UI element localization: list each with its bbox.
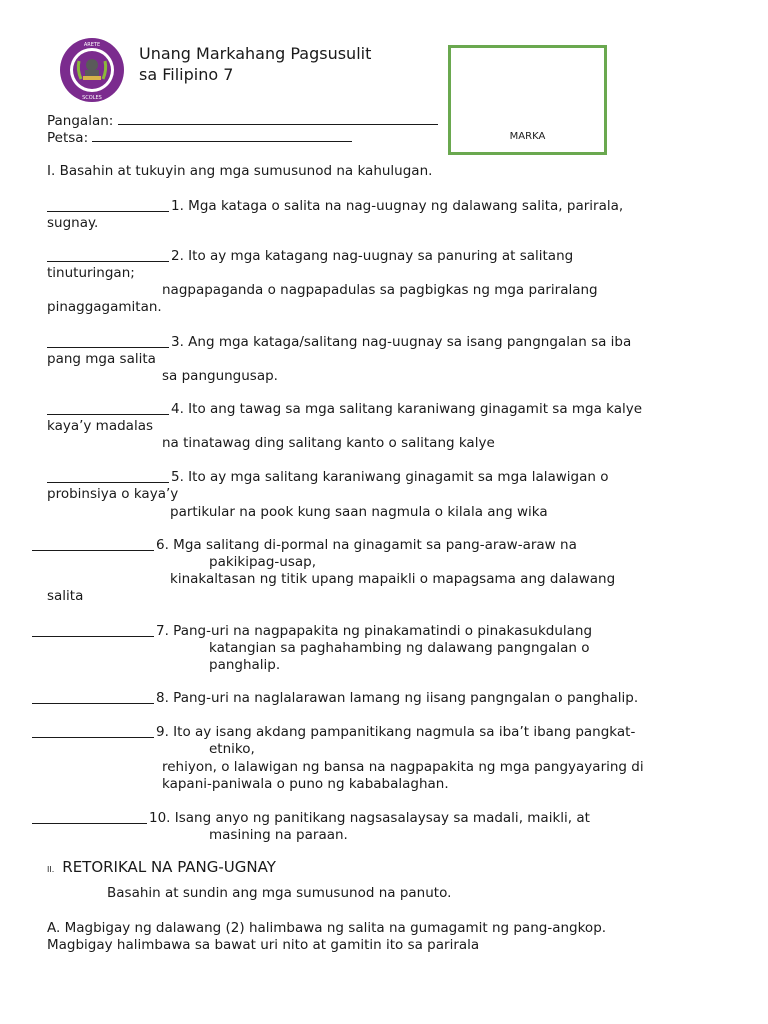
question-10-line-2: masining na paraan. bbox=[209, 827, 348, 843]
question-3-line-1: 3. Ang mga kataga/salitang nag-uugnay sa isang pangngalan sa iba bbox=[171, 334, 632, 350]
name-field-row bbox=[47, 112, 438, 130]
date-blank[interactable] bbox=[92, 129, 352, 142]
name-label: Pangalan: bbox=[47, 113, 114, 129]
question-7-line-1: 7. Pang-uri na nagpapakita ng pinakamatindi o pinakasukdulang bbox=[156, 623, 593, 639]
date-label: Petsa: bbox=[47, 130, 89, 146]
question-6-line-2: pakikipag-usap, bbox=[209, 554, 316, 570]
answer-blank-4[interactable] bbox=[47, 402, 169, 415]
part2-instruction: Basahin at sundin ang mga sumusunod na panuto. bbox=[107, 885, 452, 901]
question-3-line-3: sa pangungusap. bbox=[162, 368, 278, 384]
score-box[interactable] bbox=[448, 45, 607, 155]
part2-roman: II. bbox=[47, 865, 55, 874]
score-label: MARKA bbox=[509, 131, 546, 142]
question-1-line-2: sugnay. bbox=[47, 215, 99, 231]
answer-blank-5[interactable] bbox=[47, 470, 169, 483]
question-5-line-2: probinsiya o kaya’y bbox=[47, 486, 179, 502]
question-6-line-3: kinakaltasan ng titik upang mapaikli o mapagsama ang dalawang bbox=[170, 571, 616, 587]
answer-blank-9[interactable] bbox=[32, 725, 154, 738]
part2-question-line2: Magbigay halimbawa sa bawat uri nito at gamitin ito sa parirala bbox=[47, 937, 480, 953]
question-10-line-1: 10. Isang anyo ng panitikang nagsasalaysay sa madali, maikli, at bbox=[149, 810, 590, 826]
question-5-line-3: partikular na pook kung saan nagmula o kilala ang wika bbox=[170, 504, 548, 520]
svg-text:ARETE: ARETE bbox=[83, 42, 101, 48]
question-3-line-2: pang mga salita bbox=[47, 351, 156, 367]
answer-blank-7[interactable] bbox=[32, 624, 154, 637]
answer-blank-8[interactable] bbox=[32, 691, 154, 704]
question-9-line-1: 9. Ito ay isang akdang pampanitikang nagmula sa iba’t ibang pangkat- bbox=[156, 724, 636, 740]
question-4-line-3: na tinatawag ding salitang kanto o salitang kalye bbox=[162, 435, 495, 451]
part2-question-line1: A. Magbigay ng dalawang (2) halimbawa ng salita na gumagamit ng pang-angkop. bbox=[47, 920, 607, 936]
part2-title: RETORIKAL NA PANG-UGNAY bbox=[62, 858, 276, 876]
part2-heading bbox=[47, 858, 276, 876]
answer-blank-10[interactable] bbox=[32, 811, 147, 824]
question-5-line-1: 5. Ito ay mga salitang karaniwang ginagamit sa mga lalawigan o bbox=[171, 469, 609, 485]
question-6-line-1: 6. Mga salitang di-pormal na ginagamit sa pang-araw-araw na bbox=[156, 537, 577, 553]
question-1-line-1: 1. Mga kataga o salita na nag-uugnay ng dalawang salita, parirala, bbox=[171, 198, 624, 214]
question-2-line-1: 2. Ito ay mga katagang nag-uugnay sa panuring at salitang bbox=[171, 248, 574, 264]
part1-instruction: I. Basahin at tukuyin ang mga sumusunod na kahulugan. bbox=[47, 163, 433, 179]
answer-blank-2[interactable] bbox=[47, 249, 169, 262]
date-field-row bbox=[47, 129, 352, 147]
question-9-line-2: etniko, bbox=[209, 741, 255, 757]
answer-blank-6[interactable] bbox=[32, 538, 154, 551]
answer-blank-1[interactable] bbox=[47, 199, 169, 212]
svg-text:SCOLES: SCOLES bbox=[82, 95, 102, 101]
answer-blank-3[interactable] bbox=[47, 335, 169, 348]
question-9-line-4: kapani-paniwala o puno ng kababalaghan. bbox=[162, 776, 449, 792]
question-9-line-3: rehiyon, o lalawigan ng bansa na nagpapakita ng mga pangyayaring di bbox=[162, 759, 644, 775]
question-2-line-4: pinaggagamitan. bbox=[47, 299, 162, 315]
question-7-line-2: katangian sa paghahambing ng dalawang pangngalan o bbox=[209, 640, 590, 656]
question-2-line-2: tinuturingan; bbox=[47, 265, 135, 281]
test-title-line2: sa Filipino 7 bbox=[139, 65, 234, 84]
test-title-line1: Unang Markahang Pagsusulit bbox=[139, 44, 372, 63]
question-6-line-4: salita bbox=[47, 588, 84, 604]
question-7-line-3: panghalip. bbox=[209, 657, 281, 673]
school-logo bbox=[59, 37, 125, 103]
question-4-line-1: 4. Ito ang tawag sa mga salitang karaniwang ginagamit sa mga kalye bbox=[171, 401, 643, 417]
name-blank[interactable] bbox=[118, 112, 438, 125]
question-2-line-3: nagpapaganda o nagpapadulas sa pagbigkas ng mga pariralang bbox=[162, 282, 598, 298]
school-seal-icon bbox=[59, 37, 125, 103]
question-8-line-1: 8. Pang-uri na naglalarawan lamang ng iisang pangngalan o panghalip. bbox=[156, 690, 639, 706]
question-4-line-2: kaya’y madalas bbox=[47, 418, 154, 434]
